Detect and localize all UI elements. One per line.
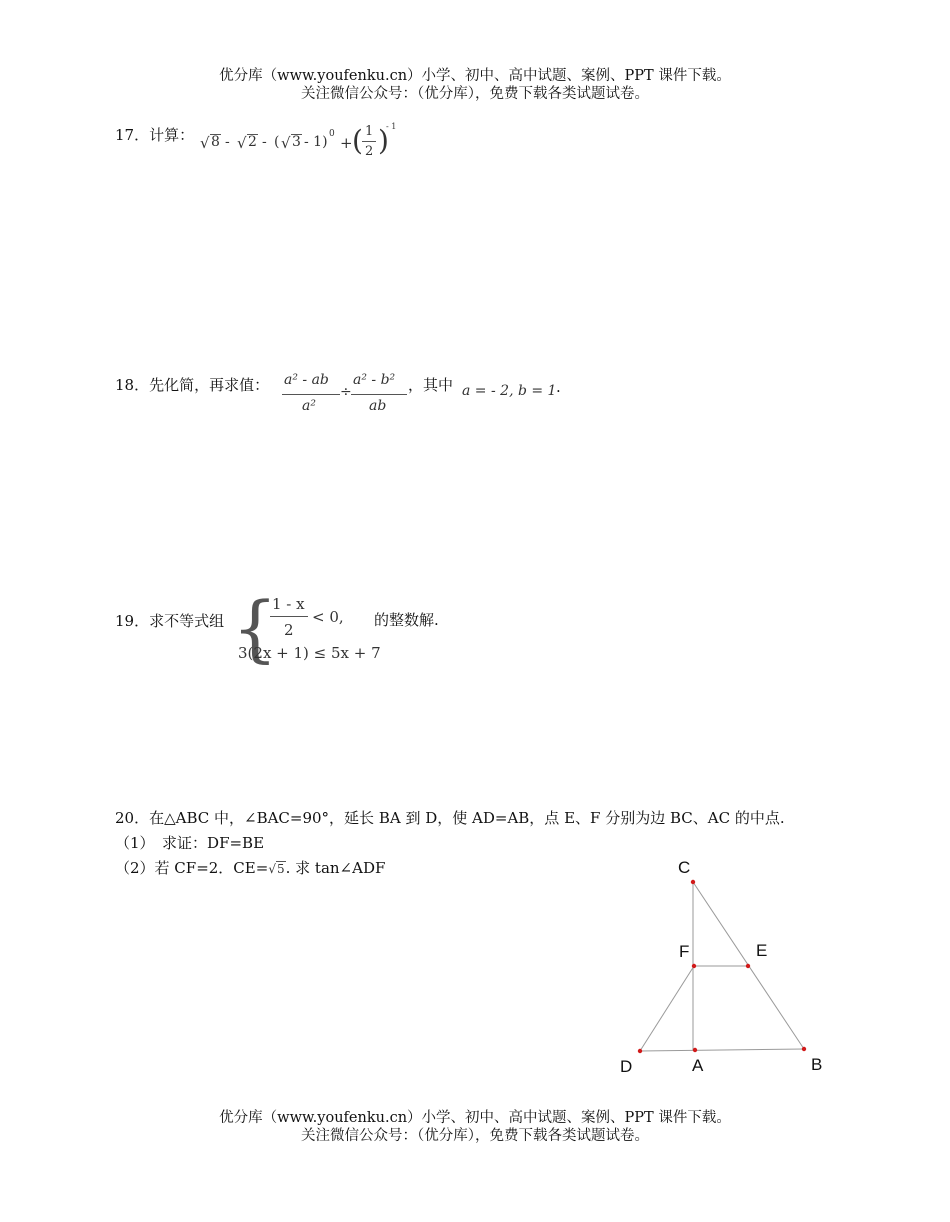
q18-condition: a = - 2, b = 1 bbox=[462, 383, 557, 399]
q18-divide: ÷ bbox=[340, 384, 352, 400]
segment-DF bbox=[640, 966, 694, 1051]
q20-part2-suffix: . 求 tan∠ADF bbox=[285, 859, 386, 877]
point-D bbox=[638, 1049, 642, 1053]
footer-line-1: 优分库（www.youfenku.cn）小学、初中、高中试题、案例、PPT 课件下载。 bbox=[219, 1110, 731, 1126]
q18-period: . bbox=[556, 378, 561, 396]
q18-frac2-numerator: a² - b² bbox=[353, 372, 396, 388]
q19-label: 19．求不等式组 bbox=[115, 612, 225, 630]
q19-tail: 的整数解. bbox=[374, 611, 439, 629]
q18-frac1-denominator: a² bbox=[302, 398, 316, 414]
header-line-1: 优分库（www.youfenku.cn）小学、初中、高中试题、案例、PPT 课件下载。 bbox=[219, 68, 731, 84]
point-E bbox=[746, 964, 750, 968]
q17-expression: √ 8 - √ 2 - ( √ 3 - 1) 0 + ( 1 2 ) - 1 bbox=[200, 122, 397, 159]
q17-label: 17．计算： bbox=[115, 126, 195, 144]
q17-frac-denominator: 2 bbox=[365, 144, 374, 159]
label-B: B bbox=[811, 1055, 823, 1074]
label-E: E bbox=[756, 941, 768, 960]
q20-stem: 20．在△ABC 中，∠BAC=90°，延长 BA 到 D，使 AD=AB，点 E、F 分别为边 BC、AC 的中点. bbox=[115, 809, 785, 827]
q17-sqrt8: 8 bbox=[211, 134, 220, 150]
figure-lines bbox=[640, 882, 804, 1051]
q17-sqrt3: 3 bbox=[292, 134, 301, 150]
q17-minus-2: - bbox=[262, 134, 267, 150]
q17-minus-one-close: - 1) bbox=[304, 134, 328, 150]
q18-frac2-denominator: ab bbox=[369, 398, 387, 414]
header-line-2: 关注微信公众号：（优分库），免费下载各类试题试卷。 bbox=[301, 86, 649, 102]
q18-label: 18．先化简，再求值： bbox=[115, 376, 270, 394]
q17-exponent-neg1: - 1 bbox=[386, 122, 397, 131]
q17-paren-open: ( bbox=[274, 134, 280, 150]
q19-ineq1-denominator: 2 bbox=[284, 621, 294, 639]
point-F bbox=[692, 964, 696, 968]
q19-inequality-system: { 1 - x 2 < 0, 的整数解. 3(2x + 1) ≤ 5x + 7 bbox=[232, 586, 439, 670]
label-A: A bbox=[692, 1056, 704, 1075]
q20-part1: （1） 求证：DF=BE bbox=[115, 834, 265, 852]
label-C: C bbox=[678, 858, 691, 877]
q18-expression bbox=[280, 370, 560, 420]
label-F: F bbox=[679, 942, 690, 961]
q19-ineq1-numerator: 1 - x bbox=[272, 595, 305, 613]
q19-ineq1-rhs: < 0, bbox=[312, 608, 344, 626]
triangle-figure bbox=[600, 850, 840, 1080]
q20-part2: （2）若 CF=2．CE=√5. 求 tan∠ADF bbox=[115, 859, 386, 877]
point-A bbox=[693, 1048, 697, 1052]
label-D: D bbox=[620, 1057, 633, 1076]
q18-frac1-numerator: a² - ab bbox=[284, 372, 329, 388]
q17-exponent-zero: 0 bbox=[329, 129, 335, 139]
q19-ineq2: 3(2x + 1) ≤ 5x + 7 bbox=[238, 644, 381, 662]
footer-line-2: 关注微信公众号：（优分库），免费下载各类试题试卷。 bbox=[301, 1128, 649, 1144]
q17-plus: + bbox=[340, 134, 353, 152]
point-C bbox=[691, 880, 695, 884]
q17-frac-numerator: 1 bbox=[365, 124, 374, 139]
q18-where: ，其中 bbox=[408, 376, 454, 394]
point-B bbox=[802, 1047, 806, 1051]
segment-DB bbox=[640, 1049, 804, 1051]
q17-sqrt2: 2 bbox=[248, 134, 257, 150]
q20-part2-sqrt: 5 bbox=[276, 862, 285, 876]
q20-part2-prefix: （2）若 CF=2．CE= bbox=[115, 859, 269, 877]
q17-minus-1: - bbox=[225, 134, 230, 150]
